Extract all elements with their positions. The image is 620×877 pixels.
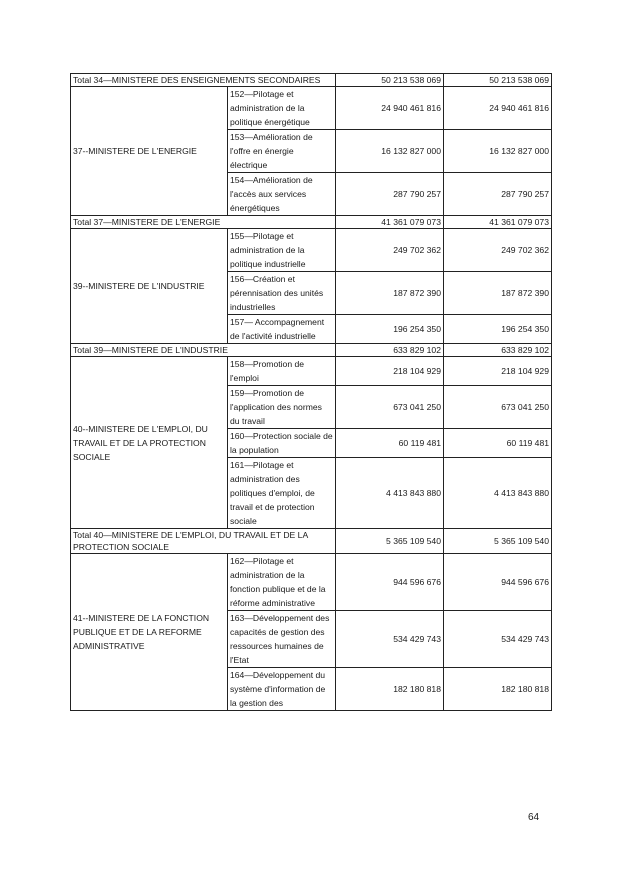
total-ae-amount: 50 213 538 069	[336, 74, 444, 87]
program-label: 155—Pilotage et administration de la politique industrielle	[228, 229, 336, 272]
program-cp-amount: 182 180 818	[444, 668, 552, 711]
total-ae-amount: 5 365 109 540	[336, 529, 444, 554]
program-ae-amount: 944 596 676	[336, 554, 444, 611]
program-label: 163—Développement des capacités de gestion des ressources humaines de l'Etat	[228, 611, 336, 668]
total-cp-amount: 41 361 079 073	[444, 216, 552, 229]
program-ae-amount: 287 790 257	[336, 173, 444, 216]
total-row	[71, 344, 552, 357]
total-cp-amount: 50 213 538 069	[444, 74, 552, 87]
total-cp-amount: 5 365 109 540	[444, 529, 552, 554]
ministry-name: 40--MINISTERE DE L'EMPLOI, DU TRAVAIL ET DE LA PROTECTION SOCIALE	[71, 357, 228, 529]
total-ae-amount: 633 829 102	[336, 344, 444, 357]
ministry-name: 37--MINISTERE DE L'ENERGIE	[71, 87, 228, 216]
program-cp-amount: 187 872 390	[444, 272, 552, 315]
program-ae-amount: 60 119 481	[336, 429, 444, 458]
program-ae-amount: 16 132 827 000	[336, 130, 444, 173]
program-label: 159—Promotion de l'application des normes du travail	[228, 386, 336, 429]
program-label: 156—Création et pérennisation des unités industrielles	[228, 272, 336, 315]
total-label: Total 40—MINISTERE DE L'EMPLOI, DU TRAVAIL ET DE LA PROTECTION SOCIALE	[71, 529, 336, 554]
budget-table	[70, 73, 552, 711]
program-cp-amount: 218 104 929	[444, 357, 552, 386]
program-row	[71, 229, 552, 272]
program-label: 160—Protection sociale de la population	[228, 429, 336, 458]
total-ae-amount: 41 361 079 073	[336, 216, 444, 229]
program-cp-amount: 196 254 350	[444, 315, 552, 344]
program-label: 162—Pilotage et administration de la fonction publique et de la réforme administrative	[228, 554, 336, 611]
program-cp-amount: 287 790 257	[444, 173, 552, 216]
program-ae-amount: 673 041 250	[336, 386, 444, 429]
budget-table-body	[71, 74, 552, 711]
program-ae-amount: 24 940 461 816	[336, 87, 444, 130]
page-number: 64	[528, 812, 540, 823]
program-label: 154—Amélioration de l'accès aux services énergétiques	[228, 173, 336, 216]
program-ae-amount: 187 872 390	[336, 272, 444, 315]
program-label: 153—Amélioration de l'offre en énergie électrique	[228, 130, 336, 173]
program-ae-amount: 218 104 929	[336, 357, 444, 386]
total-label: Total 39—MINISTERE DE L'INDUSTRIE	[71, 344, 336, 357]
total-label: Total 34—MINISTERE DES ENSEIGNEMENTS SECONDAIRES	[71, 74, 336, 87]
program-label: 152—Pilotage et administration de la politique énergétique	[228, 87, 336, 130]
total-cp-amount: 633 829 102	[444, 344, 552, 357]
program-cp-amount: 4 413 843 880	[444, 458, 552, 529]
ministry-name: 39--MINISTERE DE L'INDUSTRIE	[71, 229, 228, 344]
program-ae-amount: 534 429 743	[336, 611, 444, 668]
program-ae-amount: 182 180 818	[336, 668, 444, 711]
program-label: 158—Promotion de l'emploi	[228, 357, 336, 386]
program-ae-amount: 4 413 843 880	[336, 458, 444, 529]
ministry-name: 41--MINISTERE DE LA FONCTION PUBLIQUE ET DE LA REFORME ADMINISTRATIVE	[71, 554, 228, 711]
total-row	[71, 529, 552, 554]
program-cp-amount: 24 940 461 816	[444, 87, 552, 130]
program-label: 157— Accompagnement de l'activité industrielle	[228, 315, 336, 344]
program-row	[71, 87, 552, 130]
program-cp-amount: 944 596 676	[444, 554, 552, 611]
program-cp-amount: 249 702 362	[444, 229, 552, 272]
program-label: 164—Développement du système d'information de la gestion des	[228, 668, 336, 711]
program-cp-amount: 16 132 827 000	[444, 130, 552, 173]
program-cp-amount: 60 119 481	[444, 429, 552, 458]
total-row	[71, 74, 552, 87]
total-row	[71, 216, 552, 229]
program-ae-amount: 196 254 350	[336, 315, 444, 344]
program-cp-amount: 534 429 743	[444, 611, 552, 668]
program-row	[71, 554, 552, 611]
program-row	[71, 357, 552, 386]
total-label: Total 37—MINISTERE DE L'ENERGIE	[71, 216, 336, 229]
program-ae-amount: 249 702 362	[336, 229, 444, 272]
program-cp-amount: 673 041 250	[444, 386, 552, 429]
program-label: 161—Pilotage et administration des politiques d'emploi, de travail et de protection sociale	[228, 458, 336, 529]
